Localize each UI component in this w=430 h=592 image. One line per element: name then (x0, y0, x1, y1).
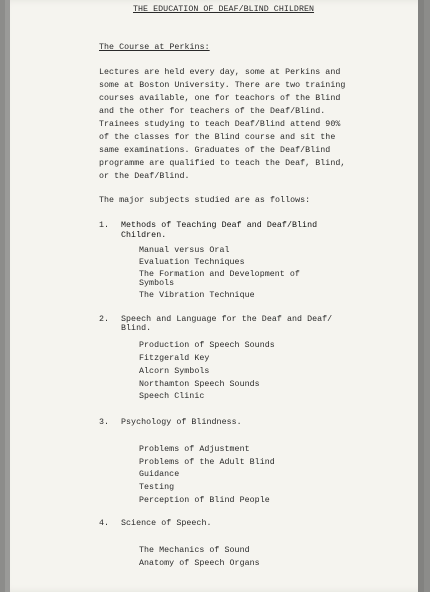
list-item: Speech Clinic (139, 392, 205, 401)
document-title: THE EDUCATION OF DEAF/BLIND CHILDREN (133, 5, 315, 14)
list-item: Alcorn Symbols (139, 367, 210, 376)
intro-line: some at Boston University. There are two training (99, 81, 346, 90)
intro-line: courses available, one for teachors of the Blind (99, 94, 341, 103)
scan-edge-right (418, 0, 424, 592)
list-item: Guidance (139, 470, 180, 479)
list-item: Problems of Adjustment (139, 445, 250, 454)
intro-line: programme are qualified to teach the Deaf, Blind, (99, 159, 346, 168)
document-page (5, 0, 424, 592)
section-heading: Methods of Teaching Deaf and Deaf/Blind (121, 221, 318, 230)
list-item: Production of Speech Sounds (139, 341, 275, 350)
list-item: Symbols (139, 279, 175, 288)
intro-line: same examinations. Graduates of the Deaf/Blind (99, 146, 331, 155)
scan-edge-left (5, 0, 10, 592)
intro-line: Trainees studying to teach Deaf/Blind attend 90% (99, 120, 341, 129)
section-number: 3. (99, 418, 110, 427)
list-item: The Vibration Technique (139, 291, 255, 300)
section-heading: Blind. (121, 324, 152, 333)
list-item: Testing (139, 483, 175, 492)
section-heading: Children. (121, 231, 167, 240)
list-item: Evaluation Techniques (139, 258, 245, 267)
list-item: Perception of Blind People (139, 496, 270, 505)
section-heading: Science of Speech. (121, 519, 212, 528)
section-number: 1. (99, 221, 110, 230)
list-item: Fitzgerald Key (139, 354, 210, 363)
intro-line: of the classes for the Blind course and sit the (99, 133, 336, 142)
section-subheading: The Course at Perkins: (99, 43, 210, 52)
intro-line: Lectures are held every day, some at Perkins and (99, 68, 341, 77)
section-heading: Psychology of Blindness. (121, 418, 242, 427)
intro-line: or the Deaf/Blind. (99, 172, 190, 181)
list-item: Manual versus Oral (139, 246, 230, 255)
section-heading: Speech and Language for the Deaf and Deaf/ (121, 315, 333, 324)
section-number: 2. (99, 315, 110, 324)
list-item: The Formation and Development of (139, 270, 300, 279)
list-item: The Mechanics of Sound (139, 546, 250, 555)
subjects-intro: The major subjects studied are as follows: (99, 196, 311, 205)
section-number: 4. (99, 519, 110, 528)
list-item: Problems of the Adult Blind (139, 458, 275, 467)
intro-line: and the other for teachers of the Deaf/Blind. (99, 107, 326, 116)
list-item: Northamton Speech Sounds (139, 380, 260, 389)
list-item: Anatomy of Speech Organs (139, 559, 260, 568)
